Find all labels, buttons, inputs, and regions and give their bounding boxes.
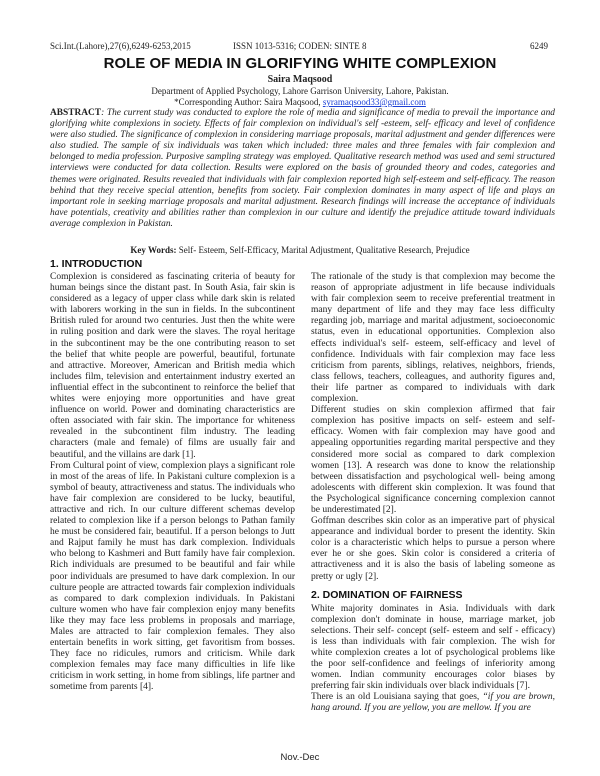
footer-issue: Nov.-Dec: [280, 752, 320, 763]
keywords: [0, 245, 600, 255]
paragraph: Different studies on skin complexion affirmed that fair complexion has positive impacts on self- esteem and self-efficacy. Women with fair complexion may have good and appealing opportunities regarding marital perspective and they considered more social as compared to dark complexion women [13]. A research was done to know the relationship between dissatisfaction and psychological well- being among adolescents with different skin complexion. It was found that the Psychological significance concerning complexion cannot be underestimated [2].: [311, 405, 555, 515]
corresponding-label: *Corresponding Author: Saira Maqsood,: [174, 97, 323, 107]
paragraph: The rationale of the study is that complexion may become the reason of appropriate adjustment in life because individuals with fair complexion seem to receive preferential treatment in many department of life and they may face less difficulty regarding job, marriage and marital adjustment, socioeconomic status, even in educational opportunities. Complexion also effects individual's self- esteem, self-efficacy and level of confidence. Individuals with fair complexion may face less criticism from parents, siblings, relatives, neighbors, friends, class fellows, teachers, colleagues, and authority figures and, their life partner as compared to individuals with dark complexion.: [311, 272, 555, 405]
issn: ISSN 1013-5316; CODEN: SINTE 8: [233, 41, 367, 51]
paragraph: Complexion is considered as fascinating criteria of beauty for human beings since the distant past. In South Asia, fair skin is considered as a legacy of upper class while dark skin is related with laborers working in the sun in fields. In the subcontinent British ruled for around two centuries. Just then the white were in ruling position and dark were the slaves. The royal heritage in the subcontinent may be the one contributing reason to set the belief that white people are powerful, beautiful, fortunate and attractive. Moreover, American and British media which includes film, television and entertainment industry exerted an influential effect in the subcontinent to reinforce the belief that whites were enjoying more opportunities and have great influence on world. Power and dominating characteristics are often associated with fair skin. The importance for whiteness revealed in the subcontinent film industry. The leading characters (male and female) of films are usually fair and beautiful, and the villains are dark [1].: [50, 272, 295, 460]
abstract-text: : The current study was conducted to explore the role of media and significance of media to prevail the importance and glorifying white complexions in society. Effects of fair complexion on individual's self -esteem, self- efficacy and level of confidence were also studied. The significance of complexion in considering marriage proposals, marital adjustment and gender differences were also studied. The sample of six individuals was taken which included: three males and three females with fair complexion and belonged to media profession. Purposive sampling strategy was employed. Qualitative research method was used and semi structured interviews were conducted for data collection. Results were explored on the basis of grounded theory and codes, categories and themes were originated. Results revealed that individuals with fair complexion reported high self-esteem and self-efficacy. The reason behind that they receive special attention, benefits from society. Fair complexion dominates in many aspect of life and plays an important role in seeking marriage proposals and marital adjustment. Research findings will increase the acceptance of individuals have potentials, creativity and abilities rather than complexion in our culture and identify the prejudice attitude toward individuals average complexion in Pakistan.: [50, 108, 555, 229]
section2-heading: 2. DOMINATION OF FAIRNESS: [311, 588, 463, 601]
affiliation: Department of Applied Psychology, Lahore Garrison University, Lahore, Pakistan.: [151, 86, 449, 96]
quote-intro: There is an old Louisiana saying that goes,: [311, 692, 483, 703]
intro-heading: 1. INTRODUCTION: [50, 258, 143, 270]
paper-title: ROLE OF MEDIA IN GLORIFYING WHITE COMPLEXION: [103, 55, 497, 72]
page-number: 6249: [530, 41, 548, 51]
paragraph: White majority dominates in Asia. Individuals with dark complexion don't dominate in house, marriage market, job selections. Their self- concept (self- esteem and self - efficacy) is less than individuals with fair complexion. The wish for white complexion creates a lot of psychological problems like the poor self-confidence and feelings of inferiority among women. Indian community encourages color biases by preferring fair skin individuals over black individuals [7].: [311, 603, 555, 692]
keywords-label: Key Words:: [130, 245, 177, 255]
paragraph: Goffman describes skin color as an imperative part of physical appearance and individual border to present the identity. Skin color is a characteristic which helps to pursue a person where ever he or she goes. Skin color is considered a criteria of attractiveness and it is also the basis of labeling someone as pretty or ugly [2].: [311, 516, 555, 582]
corresponding-author: [0, 97, 600, 107]
email-link[interactable]: syramaqsood33@gmail.com: [322, 97, 426, 107]
left-column: [50, 272, 295, 694]
paragraph: From Cultural point of view, complexion plays a significant role in most of the areas of life. In Pakistani culture complexion is a symbol of beauty, attractiveness and status. The individuals who have fair complexion are considered to be lucky, beautiful, attractive and rich. In our culture different schemas develop related to complexion like if a person belongs to Pathan family he must be considered fair, beautiful. If a person belongs to Jutt and Rajput family he must has dark complexion. Individuals who belong to Kashmeri and Butt family have fair complexion. Rich individuals are presumed to be beautiful and fair while poor individuals are presumed to have dark complexion. In our culture people are attracted towards fair complexion individuals as compared to dark complexion individuals. In Pakistani culture women who have fair complexion enjoy many benefits like they may face less problems in proposals and marriage, Males are attracted to fair complexion females. They also entertain benefits in work sitting, get favoritism from bosses. They face no ridicules, rumors and criticism. While dark complexion females may face many difficulties in life like criticism in work setting, in home from siblings, life partner and sometime from parents [4].: [50, 460, 295, 693]
author-name: Saira Maqsood: [267, 74, 333, 85]
paragraph: [311, 692, 555, 714]
abstract: [50, 108, 555, 230]
quote-text: “if you are brown, hang around. If you are yellow, you are mellow. If you are: [311, 692, 555, 714]
keywords-text: Self- Esteem, Self-Efficacy, Marital Adjustment, Qualitative Research, Prejudice: [176, 245, 470, 255]
right-column: [311, 272, 555, 715]
abstract-label: ABSTRACT: [50, 108, 102, 118]
journal-citation: Sci.Int.(Lahore),27(6),6249-6253,2015: [50, 41, 191, 51]
